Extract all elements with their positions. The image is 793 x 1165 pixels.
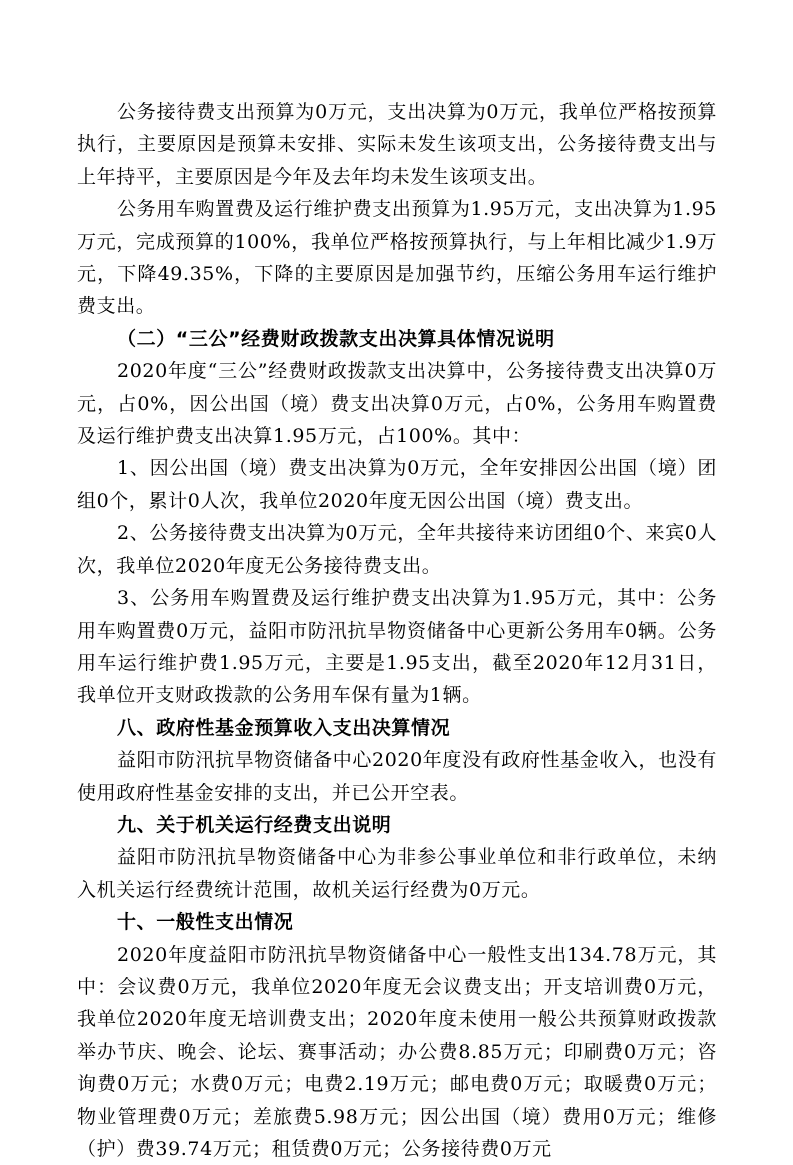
paragraph-vehicle-detail: 3、公务用车购置费及运行维护费支出决算为1.95万元，其中：公务用车购置费0万元，益阳市防汛抗旱物资储备中心更新公务用车0辆。公务用车运行维护费1.95万元，主要是1.95支出，截至2020年12月31日，我单位开支财政拨款的公务用车保有量为1辆。 [77,587,717,707]
section-heading-operating-expenses: 九、关于机关运行经费支出说明 [117,813,392,836]
document-body [77,96,717,1165]
paragraph-three-public-summary: 2020年度“三公”经费财政拨款支出决算中，公务接待费支出决算0万元，占0%，因公出国（境）费支出决算0万元，占0%，公务用车购置费及运行维护费支出决算1.95万元，占100%。其中： [77,360,717,448]
paragraph-reception-budget: 公务接待费支出预算为0万元，支出决算为0万元，我单位严格按预算执行，主要原因是预算未安排、实际未发生该项支出，公务接待费支出与上年持平，主要原因是今年及去年均未发生该项支出。 [77,101,717,188]
subheading-three-public-details: （二）“三公”经费财政拨款支出决算具体情况说明 [117,327,555,350]
paragraph-general-expenditure: 2020年度益阳市防汛抗旱物资储备中心一般性支出134.78万元，其中：会议费0万元，我单位2020年度无会议费支出；开支培训费0万元，我单位2020年度无培训费支出；2020年度未使用一般公共预算财政拨款举办节庆、晚会、论坛、赛事活动；办公费8.85万元；印刷费0万元；咨询费0万元；水费0万元；电费2.19万元；邮电费0万元；取暖费0万元；物业管理费0万元；差旅费5.98万元；因公出国（境）费用0万元；维修（护）费39.74万元；租赁费0万元；公务接待费0万元 [77,943,717,1160]
paragraph-vehicle-budget: 公务用车购置费及运行维护费支出预算为1.95万元，支出决算为1.95万元，完成预算的100%，我单位严格按预算执行，与上年相比减少1.9万元，下降49.35%，下降的主要原因是加强节约，压缩公务用车运行维护费支出。 [77,198,717,318]
section-heading-general-expenditure: 十、一般性支出情况 [117,911,294,934]
paragraph-operating-expenses: 益阳市防汛抗旱物资储备中心为非参公事业单位和非行政单位，未纳入机关运行经费统计范围，故机关运行经费为0万元。 [77,846,717,901]
paragraph-reception-detail: 2、公务接待费支出决算为0万元，全年共接待来访团组0个、来宾0人次，我单位2020年度无公务接待费支出。 [77,522,717,577]
paragraph-overseas-travel: 1、因公出国（境）费支出决算为0万元，全年安排因公出国（境）团组0个，累计0人次，我单位2020年度无因公出国（境）费支出。 [77,457,717,512]
paragraph-government-funds: 益阳市防汛抗旱物资储备中心2020年度没有政府性基金收入，也没有使用政府性基金安排的支出，并已公开空表。 [77,749,717,804]
section-heading-government-funds: 八、政府性基金预算收入支出决算情况 [117,716,451,739]
